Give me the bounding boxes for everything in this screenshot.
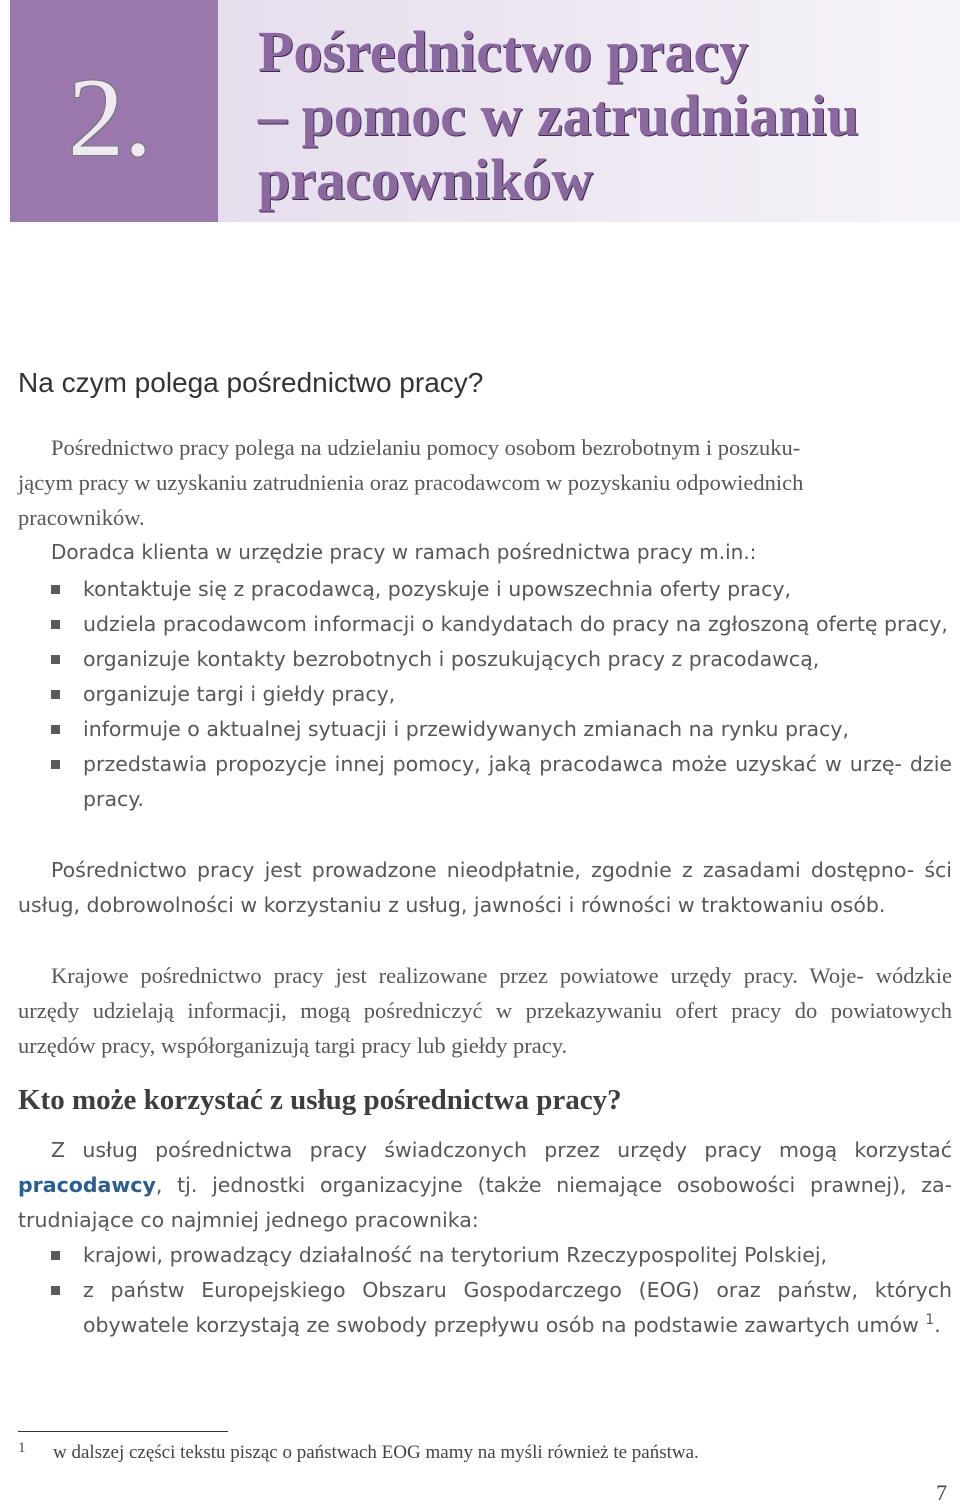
bullet-icon [51,760,60,769]
bullet-icon [51,1286,60,1295]
footnote-number: 1 [18,1440,26,1456]
paragraph: Doradca klienta w urzędzie pracy w ramach pośrednictwa pracy m.in.: [51,540,757,564]
bullet-icon [51,585,60,594]
paragraph-line: pracowników. [18,505,145,530]
title-line-2: – pomoc w zatrudnianiu [258,83,860,148]
page-number: 7 [936,1480,947,1505]
bullet-list [50,572,952,817]
list-item: organizuje targi i giełdy pracy, [50,677,952,712]
bullet-icon [51,690,60,699]
footnote-text: w dalszej części tekstu pisząc o państwach EOG mamy na myśli również te państwa. [53,1442,699,1463]
paragraph: Krajowe pośrednictwo pracy jest realizowane przez powiatowe urzędy pracy. Woje- wódzkie urzędy udzielają informacji, mogą pośredniczyć w przekazywaniu ofert pracy do powiatowych urzędów pracy, współorganizują targi pracy lub giełdy pracy. [18,963,952,1058]
bullet-icon [51,725,60,734]
bullet-icon [51,620,60,629]
chapter-title [258,20,948,212]
title-line-1: Pośrednictwo pracy [258,19,749,84]
list-item: kontaktuje się z pracodawcą, pozyskuje i upowszechnia oferty pracy, [50,572,952,607]
highlight-term: pracodawcy [18,1173,156,1197]
footnote-reference[interactable]: 1 [925,1312,935,1329]
list-item: informuje o aktualnej sytuacji i przewidywanych zmianach na rynku pracy, [50,712,952,747]
chapter-number: 2. [68,56,152,180]
bullet-icon [51,655,60,664]
paragraph [18,430,952,535]
section-heading: Kto może korzystać z usług pośrednictwa pracy? [18,1084,622,1116]
bullet-list [50,1238,952,1343]
section-heading: Na czym polega pośrednictwo pracy? [18,367,484,398]
chapter-number-box [10,0,218,222]
paragraph: Z usług pośrednictwa pracy świadczonych przez urzędy pracy mogą korzystać pracodawcy, tj. jednostki organizacyjne (także niemające osobowości prawnej), za- trudniające co najmniej jednego pracownika: [18,1138,952,1232]
paragraph-line: Pośrednictwo pracy polega na udzielaniu pomocy osobom bezrobotnym i poszuku- [51,435,801,460]
list-item: udziela pracodawcom informacji o kandydatach do pracy na zgłoszoną ofertę pracy, [50,607,952,642]
title-line-3: pracowników [258,147,594,212]
list-item: z państw Europejskiego Obszaru Gospodarczego (EOG) oraz państw, których obywatele korzystają ze swobody przepływu osób na podstawie zawartych umów $^1$. [50,1273,952,1343]
footnote-divider [18,1431,228,1432]
bullet-icon [51,1251,60,1260]
list-item: organizuje kontakty bezrobotnych i poszukujących pracy z pracodawcą, [50,642,952,677]
list-item: krajowi, prowadzący działalność na terytorium Rzeczypospolitej Polskiej, [50,1238,952,1273]
paragraph-line: jącym pracy w uzyskaniu zatrudnienia oraz pracodawcom w pozyskaniu odpowiednich [18,470,804,495]
paragraph: Pośrednictwo pracy jest prowadzone nieodpłatnie, zgodnie z zasadami dostępno- ści usług, dobrowolności w korzystaniu z usług, jawności i równości w traktowaniu osób. [18,858,952,917]
list-item: przedstawia propozycje innej pomocy, jaką pracodawca może uzyskać w urzę- dzie pracy. [50,747,952,817]
